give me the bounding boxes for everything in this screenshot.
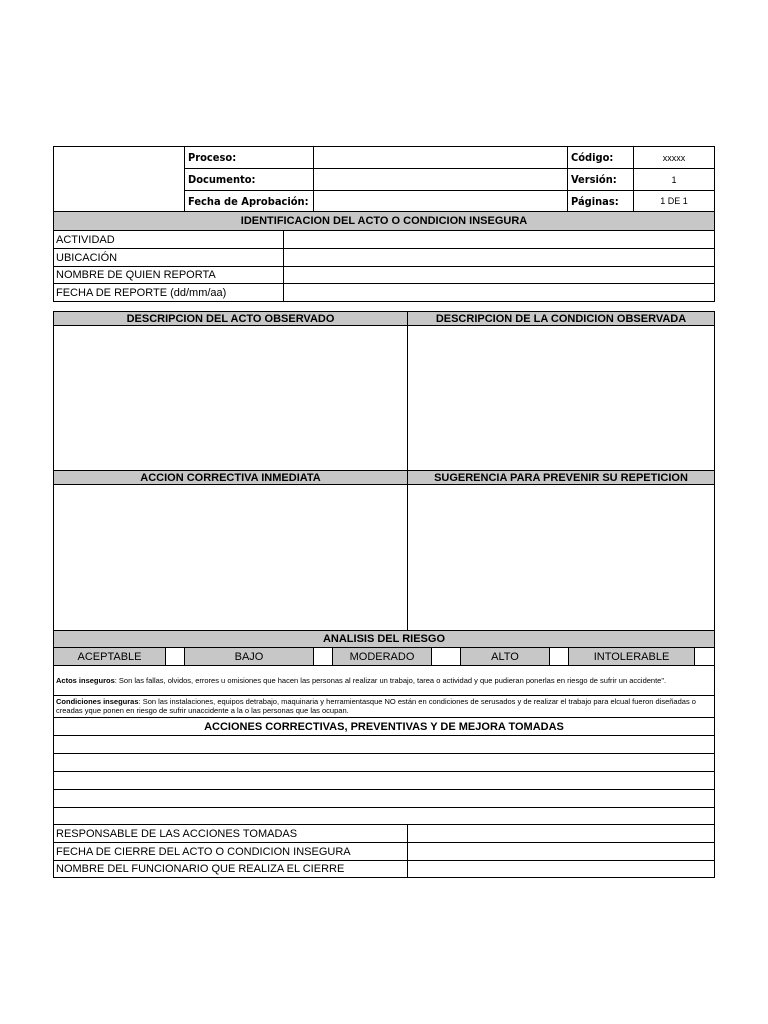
version-value: 1 (633, 168, 715, 191)
analisis-riesgo-title: ANALISIS DEL RIESGO (53, 630, 715, 648)
acciones-row[interactable] (53, 789, 715, 808)
acciones-row[interactable] (53, 807, 715, 825)
acciones-row[interactable] (53, 735, 715, 754)
fecha-reporte-input[interactable] (283, 283, 715, 302)
fecha-reporte-label: FECHA DE REPORTE (dd/mm/aa) (53, 283, 284, 302)
nombre-reporta-label: NOMBRE DE QUIEN REPORTA (53, 266, 284, 284)
sugerencia-title: SUGERENCIA PARA PREVENIR SU REPETICION (407, 470, 715, 485)
level-moderado: MODERADO (332, 647, 432, 666)
version-label: Versión: (567, 168, 634, 191)
codigo-label: Código: (567, 146, 634, 169)
fecha-cierre-input[interactable] (407, 842, 715, 861)
condicion-observada-title: DESCRIPCION DE LA CONDICION OBSERVADA (407, 311, 715, 326)
accion-correctiva-title: ACCION CORRECTIVA INMEDIATA (53, 470, 408, 485)
actos-inseguros-term: Actos inseguros (56, 676, 115, 685)
proceso-label: Proceso: (184, 146, 314, 169)
level-aceptable: ACEPTABLE (53, 647, 166, 666)
ubicacion-label: UBICACIÓN (53, 248, 284, 267)
condiciones-inseguras-term: Condiciones inseguras (56, 697, 139, 706)
responsable-input[interactable] (407, 824, 715, 843)
logo-box (53, 146, 185, 212)
level-alto: ALTO (460, 647, 550, 666)
acciones-row[interactable] (53, 753, 715, 772)
accion-correctiva-area[interactable] (53, 484, 408, 631)
actos-inseguros-note (53, 665, 715, 696)
documento-value[interactable] (313, 168, 568, 191)
acto-observado-area[interactable] (53, 325, 408, 471)
documento-label: Documento: (184, 168, 314, 191)
acto-observado-title: DESCRIPCION DEL ACTO OBSERVADO (53, 311, 408, 326)
actos-inseguros-text: : Son las fallas, olvidos, errores u omisiones que hacen las personas al realizar un trabajo, tarea o actividad y que pudieran ponerlas en riesgo de sufrir un accidente". (114, 676, 667, 685)
check-aceptable[interactable] (165, 647, 185, 666)
nombre-reporta-input[interactable] (283, 266, 715, 284)
funcionario-cierre-label: NOMBRE DEL FUNCIONARIO QUE REALIZA EL CIERRE (53, 860, 408, 878)
level-intolerable: INTOLERABLE (568, 647, 695, 666)
condicion-observada-area[interactable] (407, 325, 715, 471)
check-alto[interactable] (549, 647, 569, 666)
funcionario-cierre-input[interactable] (407, 860, 715, 878)
fecha-aprobacion-label: Fecha de Aprobación: (184, 190, 314, 212)
acciones-row[interactable] (53, 771, 715, 790)
proceso-value[interactable] (313, 146, 568, 169)
actividad-label: ACTIVIDAD (53, 230, 284, 249)
identificacion-title: IDENTIFICACION DEL ACTO O CONDICION INSEGURA (53, 211, 715, 231)
check-intolerable[interactable] (694, 647, 715, 666)
fecha-aprobacion-value[interactable] (313, 190, 568, 212)
responsable-label: RESPONSABLE DE LAS ACCIONES TOMADAS (53, 824, 408, 843)
level-bajo: BAJO (184, 647, 314, 666)
paginas-label: Páginas: (567, 190, 634, 212)
check-moderado[interactable] (431, 647, 461, 666)
fecha-cierre-label: FECHA DE CIERRE DEL ACTO O CONDICION INSEGURA (53, 842, 408, 861)
paginas-value: 1 DE 1 (633, 190, 715, 212)
condiciones-inseguras-note (53, 695, 715, 718)
actividad-input[interactable] (283, 230, 715, 249)
condiciones-inseguras-text: : Son las instalaciones, equipos detrabajo, maquinaria y herramientasque NO están en condiciones de serusados y de realizar el trabajo para elcual fueron diseñadas o creadas yque ponen en riesgo de sufrir unaccidente a la o las personas que las ocupan. (56, 697, 696, 715)
check-bajo[interactable] (313, 647, 333, 666)
codigo-value: xxxxx (633, 146, 715, 169)
sugerencia-area[interactable] (407, 484, 715, 631)
acciones-title: ACCIONES CORRECTIVAS, PREVENTIVAS Y DE MEJORA TOMADAS (53, 717, 715, 736)
ubicacion-input[interactable] (283, 248, 715, 267)
